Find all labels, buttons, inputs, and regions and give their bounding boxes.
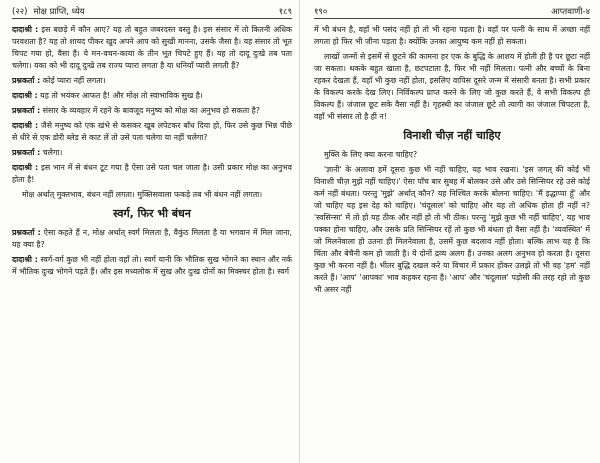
- speaker-label: दादाश्री :: [12, 163, 39, 172]
- running-title: मोक्ष प्राप्ति, ध्येय: [33, 7, 85, 17]
- paragraph: में भी बंधन है, वहाँ भी पसंद नहीं हो तो भी रहना पड़ता है। वहाँ पर पत्नी के साथ में अच्छा नहीं लगता हो फिर भी जीना पड़ता है। क्योंकि उनका आयुष्य कम नहीं हो सकता।: [314, 25, 590, 46]
- speaker-label: दादाश्री :: [12, 121, 39, 130]
- speaker-label: प्रश्नकर्ता :: [12, 106, 41, 115]
- paragraph: दादाश्री : स्वर्ग-वर्ग कुछ भी नहीं होता वहाँ तो। स्वर्ग यानी कि भौतिक सुख भोगने का स्थान और नर्क में भौतिक दुःख भोगने पड़ते हैं। और इस मध्यलोक में सुख और दुःख दोनों का मिक्स्चर होता है। स्वर्ग: [12, 255, 292, 276]
- page-number: १८९: [278, 7, 292, 17]
- paragraph: मोक्ष अर्थात् मुक्तभाव, बंधन नहीं लगता। मुक्तिसवाला फकड़े तब भी बंधन नहीं लगता।: [22, 190, 263, 199]
- paragraph: दादाश्री : इस बछड़े में कौन आए? यह तो बहुत जबरदस्त वस्तु है। इस संसार में तो कितनी अधिक परवशता है? यह तो शायद पीकर खुद अपने आप को सुखी मानना, उसके जैसा है। यह संसार तो भूत चिपट गया हो, वैसा है। ये मन-वचन-काया के तीन भूत चिपटे हुए हैं। यह तो दादू दुःखे तब पता चलेगा। यका को भी दादू दुःखे तब राज्य प्यारा लगता है या धनियाँ प्यारी लगती हैं?: [12, 25, 292, 70]
- question-line: मुक्ति के लिए क्या करना चाहिए?: [324, 150, 418, 159]
- paragraph: दादाश्री : जैसे मनुष्य को एक खंभे से कसकर खूब लपेटकर बाँध दिया हो, फिर उसे कुछ भिन्न पीछे से धीरे से एक डोरी ब्लेड से काट लें तो उसे पता चलेगा या नहीं चलेगा?: [12, 121, 292, 142]
- paragraph: लाखों जन्मों से इसमें से छूटने की कामना हर एक के बुद्धि के आशय में होती ही है पर छूटा नहीं जा सकता। थकके बहुत खाता है, छटपटाता है, फिर भी नहीं मिलता। पत्नी और बच्चों के बिना रहकर देखता हैं, वहाँ भी कुछ नहीं होता, इसलिए वापिस दूसरे जन्म में संसारी बनता है। सभी प्रकार के विकल्प करके देख लिए। निर्विकल्प प्राप्त करने के लिए जो कुछ करते हैं, वे सभी विकल्प ही विकल्प हैं। जंजाल छूट सके वैसा नहीं है। गृहस्थी का जंजाल छूटे तो त्यागी का जंजाल चिपटता है, वहाँ भी संसार तो है ही न!: [314, 52, 590, 121]
- speaker-label: दादाश्री :: [12, 255, 38, 264]
- paragraph: प्रश्नकर्ता : कोई प्यारा नहीं लगता।: [12, 76, 106, 85]
- section-heading: विनाशी चीज़ नहीं चाहिए: [403, 129, 501, 142]
- right-body-1: [314, 24, 590, 123]
- chapter-number: (२२): [12, 7, 28, 17]
- speaker-label: प्रश्नकर्ता :: [12, 228, 41, 237]
- right-body-2: [314, 164, 590, 296]
- speaker-label: प्रश्नकर्ता :: [12, 148, 41, 157]
- left-body-1: [12, 24, 292, 201]
- paragraph: दादाश्री : इस भान में से बंधन टूट गया है ऐसा उसे पता चल जाता है। उसी प्रकार मोक्ष का अनुभव होता है!: [12, 163, 292, 184]
- paragraph: प्रश्नकर्ता : संसार के व्यवहार में रहने के बावजूद मनुष्य को मोक्ष का अनुभव हो सकता है?: [12, 106, 260, 115]
- paragraph: 'ज्ञानी' के अलावा हमें दूसरा कुछ भी नहीं चाहिए, यह भाव रखना। 'इस जगत् की कोई भी विनाशी चीज़ मुझे नहीं चाहिए।' ऐसा पाँच बार सुबह में बोलकर उसे और उसे सिन्सियर रहे उसे कोई कर्म नहीं बंधता। परन्तु 'मुझे' अर्थात् कौन? यह निश्चित करके बोलना चाहिए। 'मैं इद्धाप्पा हूँ' और जो चाहिए यह इस देह को चाहिए। 'चंदूलाल' को चाहिए और यह तो अधिक होता ही नहीं न? 'स्वसिन्सा' में तो हो यह ठीक और नहीं हो तो भी ठीक। परन्तु 'मुझे कुछ भी नहीं चाहिए', यह भाव पक्का होना चाहिए, और उसके प्रति सिन्सियर रहें तो कुछ भी बंधता हो वैसा नहीं है। 'व्यवस्थित' में जो मिलनेवाला हो उतना ही मिलनेवाला है, उसमें कुछ बदलाव नहीं होता। बल्कि लाभ यह है कि चिंता और बेचैनी कम हो जाती है। ये दोनों द्रव्य अलग हैं। उनका अलग अनुभव हो करता है। दूसरा कुछ भी करना नहीं है। भीतर बुद्धि दखल करे या विचार में प्रकार होकर उलझे तो भी वह 'हम' नहीं करते हैं। 'आप' 'आपका' भाव कहकर रहना है। 'आप' और 'चंदूलाल' पड़ोसी की तरह रहो तो कुछ भी असर नहीं: [314, 165, 590, 294]
- page-number: १९०: [314, 7, 328, 17]
- book-title: आप्तवाणी-४: [551, 7, 590, 17]
- paragraph: दादाश्री : यह तो भयंकर आफत है! और मोक्ष तो स्वाभाविक सुख है।: [12, 91, 203, 100]
- speaker-label: दादाश्री :: [12, 25, 39, 34]
- speaker-label: दादाश्री :: [12, 91, 38, 100]
- right-page-header: [314, 0, 590, 19]
- paragraph: प्रश्नकर्ता : ऐसा कहते हैं न, मोक्ष अर्थात् स्वर्ग मिलता है, वैकुंठ मिलता है या भगवान में मिल जाना, यह क्या है?: [12, 228, 293, 249]
- section-heading: स्वर्ग, फिर भी बंधन: [113, 207, 191, 220]
- left-page-header: [12, 0, 292, 19]
- right-page: [300, 0, 600, 463]
- paragraph: प्रश्नकर्ता : चलेगा।: [12, 148, 63, 157]
- left-body-2: [12, 227, 292, 278]
- speaker-label: प्रश्नकर्ता :: [12, 76, 41, 85]
